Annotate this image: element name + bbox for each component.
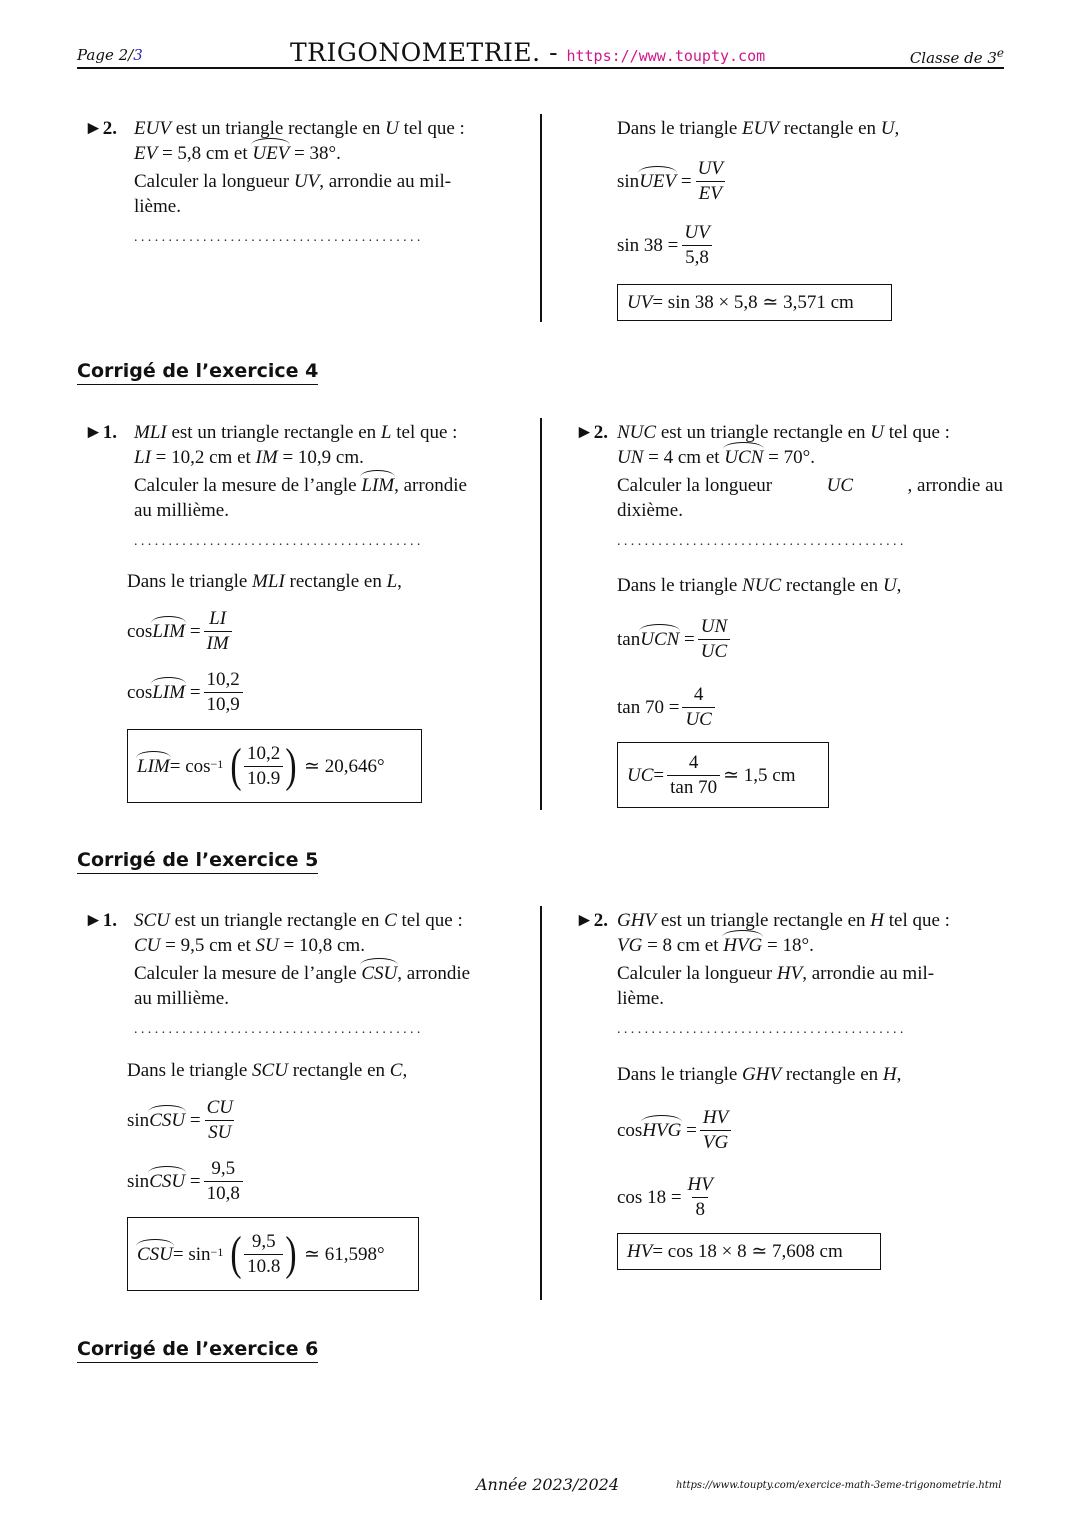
- fn: cos: [127, 621, 153, 642]
- var: EUV: [742, 118, 779, 139]
- text: rectangle en: [781, 1064, 883, 1085]
- numerator: 10,2: [206, 669, 240, 690]
- solution-intro: [617, 116, 899, 141]
- fn: tan: [617, 629, 641, 650]
- angle: LIM: [152, 682, 186, 703]
- var: MLI: [134, 422, 167, 443]
- item-marker: ►1.: [84, 422, 118, 443]
- fraction: [682, 683, 714, 732]
- text: tel que :: [391, 422, 458, 443]
- text: tel que :: [884, 422, 950, 443]
- footer-year: Année 2023/2024: [476, 1475, 620, 1494]
- section-heading-exercise-6: Corrigé de l’exercice 6: [77, 1338, 318, 1363]
- equation-2: sin CSU = $\frac{9,5}{10,8}$: [127, 1157, 246, 1206]
- answer-dots: ..........................................: [134, 1022, 424, 1037]
- equation-2: [617, 1173, 719, 1222]
- text: Dans le triangle: [127, 1060, 253, 1081]
- fraction: [685, 1173, 716, 1222]
- text: tel que :: [396, 910, 463, 931]
- var: SCU: [252, 1060, 288, 1081]
- result-value: ≃ 1,5 cm: [723, 764, 796, 786]
- result-box: [617, 284, 892, 321]
- equation-1: cos LIM = $\frac{LI}{IM}$: [127, 607, 235, 656]
- answer-dots: ..........................................: [617, 1022, 907, 1037]
- text: lième.: [617, 988, 664, 1009]
- fraction: [700, 1106, 731, 1155]
- text: est un triangle rectangle en: [169, 910, 385, 931]
- denominator: IM: [204, 631, 232, 656]
- text: = 38°.: [289, 143, 341, 164]
- equation-1: sin UEV = $\frac{UV}{EV}$: [617, 157, 729, 206]
- text: Calculer la longueur: [134, 171, 294, 192]
- equation-1: tan UCN = $\frac{UN}{UC}$: [617, 615, 733, 664]
- fn: cos: [617, 1120, 643, 1141]
- var: UC: [826, 475, 854, 496]
- fraction: [244, 1230, 283, 1279]
- column-divider: [540, 418, 542, 810]
- footer-url-link[interactable]: https://www.toupty.com/exercice-math-3eme-trigonometrie.html: [676, 1480, 1002, 1491]
- text: Dans le triangle: [617, 575, 743, 596]
- angle: CSU: [149, 1171, 186, 1192]
- lhs: tan 70 =: [617, 697, 680, 718]
- numerator: HV: [702, 1107, 729, 1128]
- lhs: sin 38 =: [617, 235, 679, 256]
- text: = 18°.: [762, 935, 814, 956]
- fraction: [204, 1157, 243, 1206]
- solution-intro: [617, 573, 901, 598]
- text: dixième.: [617, 500, 683, 521]
- class-label: [910, 46, 1004, 67]
- answer-dots: ..........................................: [134, 230, 424, 245]
- text: au millième.: [134, 500, 229, 521]
- header-rule: [77, 67, 1004, 69]
- text: Calculer la longueur: [617, 475, 773, 496]
- class-text: Classe de 3: [909, 49, 997, 67]
- denominator: 5,8: [682, 245, 712, 270]
- var: VG: [617, 935, 643, 956]
- solution-intro: [617, 1062, 901, 1087]
- result-expression: = sin 38 × 5,8 ≃ 3,571 cm: [652, 292, 854, 313]
- numerator: UV: [697, 158, 723, 179]
- fraction: [698, 615, 730, 664]
- equation-1: sin CSU = $\frac{CU}{SU}$: [127, 1096, 239, 1145]
- equation-1: cos HVG = $\frac{HV}{VG}$: [617, 1106, 734, 1155]
- section-heading-exercise-4: Corrigé de l’exercice 4: [77, 360, 318, 385]
- exponent: −1: [210, 1245, 224, 1259]
- text: rectangle en: [287, 1060, 390, 1081]
- denominator: SU: [205, 1120, 234, 1145]
- numerator: 4: [688, 751, 699, 773]
- fn: sin: [127, 1171, 150, 1192]
- var: UV: [293, 171, 320, 192]
- equation-2: cos LIM = $\frac{10,2}{10,9}$: [127, 668, 246, 717]
- column-divider: [540, 114, 542, 322]
- angle: LIM: [137, 755, 170, 777]
- var: UN: [617, 447, 644, 468]
- angle: HVG: [723, 935, 763, 956]
- angle: LIM: [152, 621, 186, 642]
- fraction: [695, 157, 726, 206]
- text: = 10,9 cm.: [277, 447, 364, 468]
- var: IM: [255, 447, 278, 468]
- text: = 8 cm et: [642, 935, 724, 956]
- denominator: tan 70: [667, 775, 720, 800]
- numerator: 4: [693, 684, 704, 705]
- var: UV: [627, 292, 653, 313]
- page-label: Page 2/: [77, 46, 134, 64]
- fraction: [667, 751, 720, 800]
- fn: = sin: [172, 1243, 211, 1265]
- denominator: UC: [698, 639, 730, 664]
- solution-intro: [127, 1058, 407, 1083]
- text: ,: [896, 575, 902, 596]
- result-value: ≃ 20,646°: [304, 755, 385, 777]
- numerator: 9,5: [251, 1230, 276, 1252]
- numerator: UV: [684, 222, 710, 243]
- text: , arrondie au mil-: [802, 963, 935, 984]
- answer-dots: ..........................................: [617, 534, 907, 549]
- var: U: [385, 118, 399, 139]
- var: U: [880, 118, 895, 139]
- page-total-link[interactable]: 3: [133, 46, 143, 64]
- text: , arrondie au: [907, 475, 1003, 496]
- var: L: [386, 571, 398, 592]
- angle: UCN: [640, 629, 680, 650]
- text: au millième.: [134, 988, 229, 1009]
- text: ,: [894, 118, 900, 139]
- numerator: 10,2: [247, 742, 281, 764]
- var: NUC: [742, 575, 782, 596]
- page-number: [77, 46, 143, 64]
- text: , arrondie au mil-: [319, 171, 452, 192]
- numerator: LI: [209, 608, 227, 629]
- class-sup: e: [996, 46, 1004, 60]
- angle: CSU: [149, 1110, 186, 1131]
- item-marker: ►2.: [84, 118, 118, 139]
- answer-dots: ..........................................: [134, 534, 424, 549]
- text: Calculer la longueur: [617, 963, 777, 984]
- text: Calculer la mesure de l’angle: [134, 963, 362, 984]
- text: = 10,8 cm.: [278, 935, 365, 956]
- exercise5-item1-statement: [84, 908, 514, 1038]
- exponent: −1: [210, 757, 224, 771]
- angle: UEV: [639, 171, 677, 192]
- var: SU: [255, 935, 279, 956]
- section-heading-exercise-5: Corrigé de l’exercice 5: [77, 849, 318, 874]
- var: C: [384, 910, 397, 931]
- angle: CSU: [137, 1243, 173, 1265]
- fraction: [681, 221, 712, 270]
- fraction: [244, 742, 283, 791]
- denominator: 10,9: [204, 692, 243, 717]
- item-marker: ►2.: [575, 910, 609, 931]
- fn: = cos: [169, 755, 211, 777]
- text: est un triangle rectangle en: [656, 422, 871, 443]
- var: H: [870, 910, 884, 931]
- var: EUV: [134, 118, 171, 139]
- denominator: UC: [682, 707, 714, 732]
- text: rectangle en: [781, 575, 883, 596]
- text: = 4 cm et: [643, 447, 725, 468]
- text: = 10,2 cm et: [150, 447, 256, 468]
- var: SCU: [134, 910, 170, 931]
- item-marker: ►2.: [575, 422, 609, 443]
- var: NUC: [617, 422, 657, 443]
- var: EV: [134, 143, 158, 164]
- denominator: EV: [696, 181, 725, 206]
- var: UC: [627, 764, 654, 786]
- text: Dans le triangle: [617, 1064, 743, 1085]
- angle: CSU: [361, 963, 398, 984]
- var: HV: [627, 1241, 653, 1262]
- fn: sin: [617, 171, 640, 192]
- result-value: ≃ 61,598°: [304, 1243, 385, 1265]
- angle: HVG: [642, 1120, 682, 1141]
- denominator: 10.9: [244, 766, 283, 791]
- text: = 5,8 cm et: [157, 143, 253, 164]
- text: Dans le triangle: [127, 571, 253, 592]
- solution-intro: [127, 569, 402, 594]
- text: = 70°.: [763, 447, 815, 468]
- denominator: 8: [692, 1197, 708, 1222]
- result-box: [617, 742, 829, 808]
- result-box: [127, 729, 422, 803]
- numerator: CU: [206, 1097, 233, 1118]
- equation-2: [617, 221, 716, 270]
- text: ,: [402, 1060, 408, 1081]
- text: , arrondie: [397, 963, 471, 984]
- exercise4-item1-statement: [84, 420, 514, 550]
- result-box: [127, 1217, 419, 1291]
- exercise3-item2-statement: [84, 116, 514, 256]
- fraction: [204, 1096, 236, 1145]
- denominator: VG: [700, 1130, 731, 1155]
- text: est un triangle rectangle en: [166, 422, 381, 443]
- text: tel que :: [883, 910, 950, 931]
- title-text: TRIGONOMETRIE. -: [290, 38, 567, 67]
- text: tel que :: [398, 118, 465, 139]
- var: LI: [134, 447, 151, 468]
- var: HV: [776, 963, 803, 984]
- var: MLI: [252, 571, 285, 592]
- fn: sin: [127, 1110, 150, 1131]
- text: rectangle en: [284, 571, 387, 592]
- text: ,: [397, 571, 402, 592]
- denominator: 10,8: [204, 1181, 243, 1206]
- text: , arrondie: [394, 475, 467, 496]
- numerator: UN: [700, 616, 728, 637]
- text: est un triangle rectangle en: [656, 910, 871, 931]
- item-marker: ►1.: [84, 910, 118, 931]
- text: Calculer la mesure de l’angle: [134, 475, 362, 496]
- numerator: 9,5: [211, 1158, 236, 1179]
- equals: =: [653, 764, 665, 786]
- text: ,: [896, 1064, 902, 1085]
- var: C: [389, 1060, 403, 1081]
- var: GHV: [742, 1064, 782, 1085]
- var: U: [870, 422, 884, 443]
- right-paren-icon: ): [285, 739, 297, 792]
- left-paren-icon: (: [230, 1227, 242, 1280]
- result-expression: = cos 18 × 8 ≃ 7,608 cm: [652, 1241, 843, 1262]
- fn: cos: [127, 682, 153, 703]
- var: H: [882, 1064, 897, 1085]
- result-box: [617, 1233, 881, 1270]
- page-title: [290, 38, 765, 67]
- lhs: cos 18 =: [617, 1187, 682, 1208]
- text: Dans le triangle: [617, 118, 743, 139]
- fraction: [204, 607, 232, 656]
- left-paren-icon: (: [230, 739, 242, 792]
- text: = 9,5 cm et: [160, 935, 256, 956]
- angle: UEV: [252, 143, 290, 164]
- equation-2: [617, 683, 718, 732]
- text: lième.: [134, 196, 181, 217]
- denominator: 10.8: [244, 1254, 283, 1279]
- fraction: [204, 668, 243, 717]
- exercise5-item2-statement: [575, 908, 1003, 1048]
- right-paren-icon: ): [285, 1227, 297, 1280]
- angle: UCN: [724, 447, 764, 468]
- var: U: [882, 575, 897, 596]
- text: est un triangle rectangle en: [170, 118, 386, 139]
- var: L: [380, 422, 392, 443]
- site-link[interactable]: https://www.toupty.com: [566, 47, 766, 65]
- var: CU: [134, 935, 161, 956]
- column-divider: [540, 906, 542, 1300]
- numerator: HV: [687, 1174, 713, 1195]
- angle: LIM: [361, 475, 395, 496]
- var: GHV: [617, 910, 657, 931]
- text: rectangle en: [778, 118, 881, 139]
- exercise4-item2-statement: [575, 420, 1003, 560]
